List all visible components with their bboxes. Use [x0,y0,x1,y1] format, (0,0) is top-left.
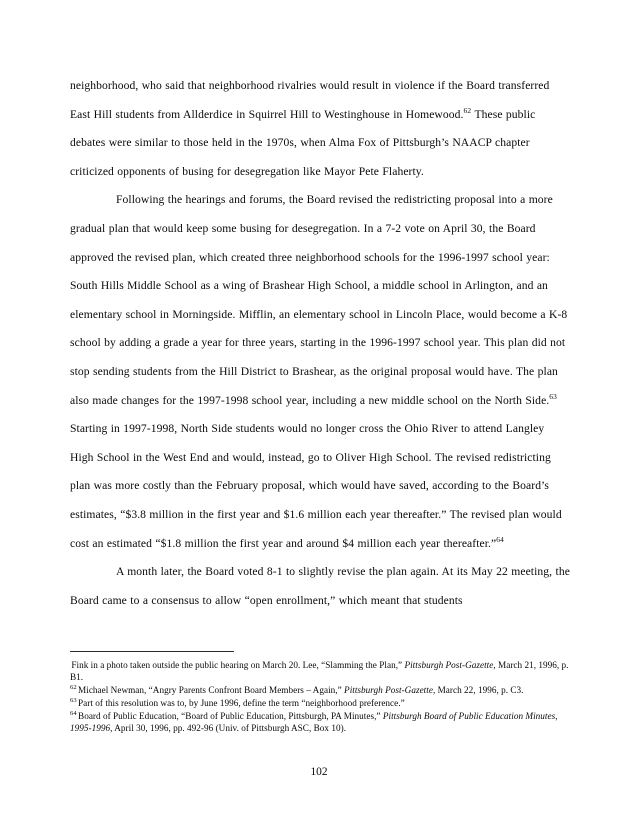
paragraph-two-segment-one: Following the hearings and forums, the Board revised the redistricting proposal into a more gradual plan that would keep some busing for desegregation. In a 7-2 vote on April 30, the Board approved the revised plan, which created three neighborhood schools for the 1996-1997 school year: South Hills Middle School as a wing of Brashear High School, a middle school in Arlington, and an elementary school in Morningside. Mifflin, an elementary school in Lincoln Place, would become a K-8 school by adding a grade a year for three years, starting in the 1996-1997 school year. This plan did not stop sending students from the Hill District to Brashear, as the original proposal would have. The plan also made changes for the 1997-1998 school year, including a new middle school on the North Side. [70,193,568,407]
footnote-number: 64 [70,709,77,717]
body-text-block [70,72,570,615]
footnote-marker-62: 62 [463,105,472,115]
paragraph-three [70,558,570,615]
paragraph-continued [70,72,570,186]
footnote-marker-63: 63 [549,391,558,401]
paragraph-continued-text-b: These public debates were similar to those held in the 1970s, when Alma Fox of Pittsburgh’s NAACP chapter criticized opponents of busing for desegregation like Mayor Pete Flaherty. [70,107,536,178]
footnote-text-after-italic: , March 22, 1996, p. C3. [432,685,524,696]
footnote-text-before-italic: Michael Newman, “Angry Parents Confront Board Members – Again,” [78,685,345,696]
page-number: 102 [310,766,328,778]
footnote-item [70,659,570,684]
footnote-italic-title: Pittsburgh Post-Gazette [344,685,433,696]
footnote-text-before-italic: Part of this resolution was to, by June 1996, define the term “neighborhood preference.” [78,697,405,708]
footnote-number: 63 [70,696,77,704]
footnote-number: 62 [70,684,77,692]
paragraph-three-text: A month later, the Board voted 8-1 to slightly revise the plan again. At its May 22 meeting, the Board came to a consensus to allow “open enrollment,” which meant that students [70,565,570,607]
footnote-list [70,659,570,734]
footnote-separator-rule [70,651,234,652]
footnote-italic-title: Pittsburgh Post-Gazette [404,660,494,670]
footnote-item [70,697,570,709]
footnote-text-before-italic: Board of Public Education, “Board of Public Education, Pittsburgh, PA Minutes,” [78,710,383,721]
paragraph-continued-text-a: neighborhood, who said that neighborhood rivalries would result in violence if the Board transferred East Hill students from Allderdice in Squirrel Hill to Westinghouse in Homewood. [70,79,550,121]
footnote-italic-title: Pittsburgh Board of Public Education Minutes, 1995-1996 [70,710,558,733]
paragraph-two [70,186,570,558]
footnote-text-before-italic: Fink in a photo taken outside the public hearing on March 20. Lee, “Slamming the Plan,” [71,660,405,670]
footnote-item [70,684,570,696]
paragraph-two-segment-two: Starting in 1997-1998, North Side students would no longer cross the Ohio River to attend Langley High School in the West End and would, instead, go to Oliver High School. The revised redistricting plan was more costly than the February proposal, which would have saved, according to the Board’s estimates, “$3.8 million in the first year and $1.6 million each year thereafter.” The revised plan would cost an estimated “$1.8 million the first year and around $4 million each year thereafter.” [70,422,562,550]
footnote-item [70,710,570,735]
footnote-marker-64: 64 [496,534,505,544]
page-body [70,72,570,615]
footnote-section [70,651,570,735]
footnote-text-after-italic: , April 30, 1996, pp. 492-96 (Univ. of Pittsburgh ASC, Box 10). [110,722,347,733]
footnote-text-after-italic: , March 21, 1996, p. B1. [70,660,569,683]
